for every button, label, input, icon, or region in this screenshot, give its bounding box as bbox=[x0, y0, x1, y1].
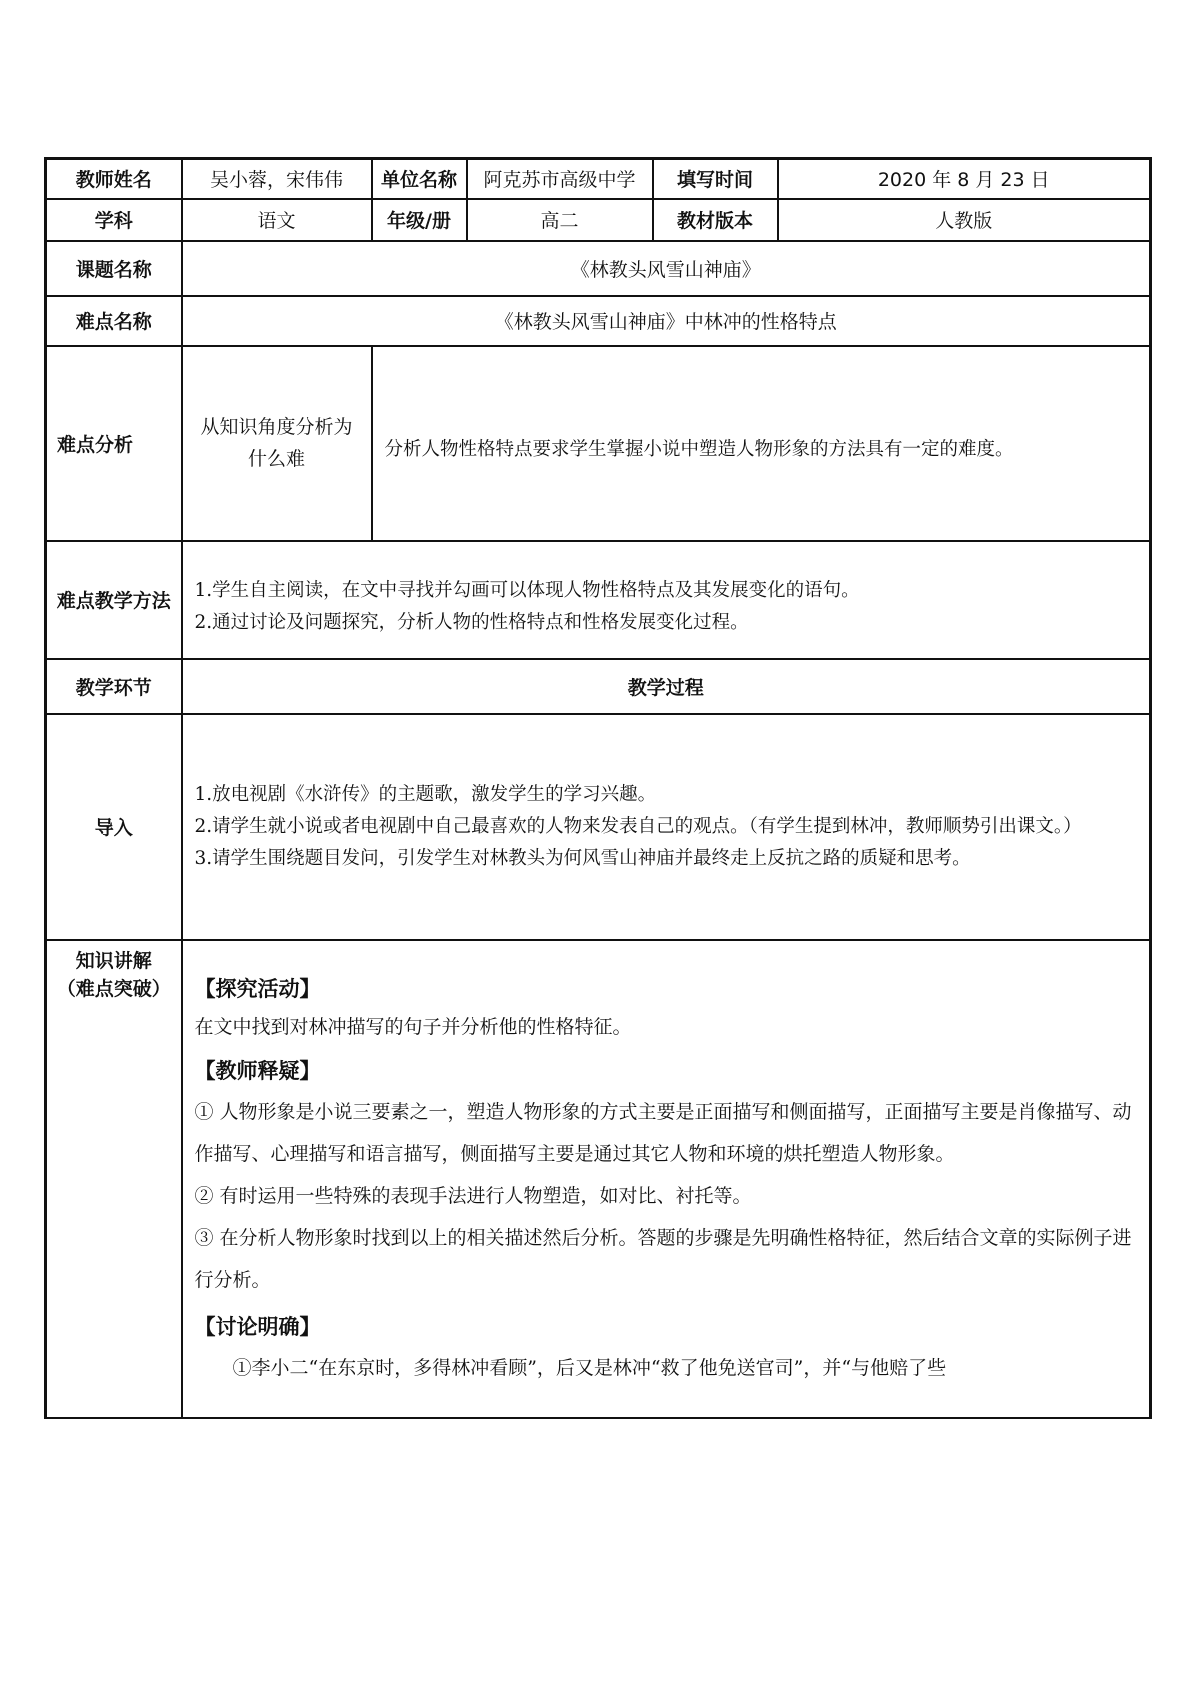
date-value: 2020 年 8 月 23 日 bbox=[778, 159, 1151, 199]
grade-label: 年级/册 bbox=[372, 199, 467, 241]
lesson-plan-table bbox=[44, 157, 1152, 1419]
method-cell bbox=[182, 541, 1151, 659]
explore-text: 在文中找到对林冲描写的句子并分析他的性格特征。 bbox=[194, 1015, 632, 1038]
edition-value: 人教版 bbox=[778, 199, 1151, 241]
topic-value: 《林教头风雪山神庙》 bbox=[182, 241, 1151, 296]
analysis-row bbox=[46, 346, 1151, 541]
grade-value: 高二 bbox=[467, 199, 653, 241]
teacher-point-2: ② 有时运用一些特殊的表现手法进行人物塑造，如对比、衬托等。 bbox=[194, 1184, 752, 1207]
intro-line-3: 3.请学生围绕题目发问，引发学生对林教头为何风雪山神庙并最终走上反抗之路的质疑和思考。 bbox=[194, 847, 971, 869]
method-line-1: 1.学生自主阅读，在文中寻找并勾画可以体现人物性格特点及其发展变化的语句。 bbox=[194, 579, 860, 601]
topic-label: 课题名称 bbox=[46, 241, 182, 296]
knowledge-row bbox=[46, 940, 1151, 1418]
teacher-point-3: ③ 在分析人物形象时找到以上的相关描述然后分析。答题的步骤是先明确性格特征，然后结合文章的实际例子进行分析。 bbox=[194, 1226, 1132, 1291]
discuss-text: ①李小二“在东京时，多得林冲看顾”，后又是林冲“救了他免送官司”，并“与他赔了些 bbox=[232, 1356, 947, 1379]
method-label: 难点教学方法 bbox=[46, 541, 182, 659]
intro-cell bbox=[182, 714, 1151, 940]
difficulty-label: 难点名称 bbox=[46, 296, 182, 346]
teacher-value: 吴小蓉，宋伟伟 bbox=[182, 159, 372, 199]
intro-row bbox=[46, 714, 1151, 940]
lesson-plan-page bbox=[44, 157, 1149, 1419]
analysis-value: 分析人物性格特点要求学生掌握小说中塑造人物形象的方法具有一定的难度。 bbox=[384, 439, 1014, 460]
process-label: 教学环节 bbox=[46, 659, 182, 714]
subject-value: 语文 bbox=[182, 199, 372, 241]
header-row-1 bbox=[46, 159, 1151, 199]
intro-line-2: 2.请学生就小说或者电视剧中自己最喜欢的人物来发表自己的观点。（有学生提到林冲，教师顺势引出课文。） bbox=[194, 815, 1082, 837]
method-line-2: 2.通过讨论及问题探究，分析人物的性格特点和性格发展变化过程。 bbox=[194, 611, 749, 633]
analysis-label: 难点分析 bbox=[46, 346, 182, 541]
process-value: 教学过程 bbox=[182, 659, 1151, 714]
difficulty-row bbox=[46, 296, 1151, 346]
discuss-title: 【讨论明确】 bbox=[194, 1314, 321, 1339]
analysis-value-cell bbox=[372, 346, 1151, 541]
knowledge-label-line-2: （难点突破） bbox=[56, 977, 171, 1000]
method-row bbox=[46, 541, 1151, 659]
process-header-row bbox=[46, 659, 1151, 714]
teacher-label: 教师姓名 bbox=[46, 159, 182, 199]
subject-label: 学科 bbox=[46, 199, 182, 241]
edition-label: 教材版本 bbox=[653, 199, 778, 241]
teacher-title: 【教师释疑】 bbox=[194, 1058, 321, 1083]
knowledge-label-cell bbox=[46, 940, 182, 1418]
topic-row bbox=[46, 241, 1151, 296]
unit-value: 阿克苏市高级中学 bbox=[467, 159, 653, 199]
header-row-2 bbox=[46, 199, 1151, 241]
teacher-point-1: ① 人物形象是小说三要素之一，塑造人物形象的方式主要是正面描写和侧面描写，正面描写主要是肖像描写、动作描写、心理描写和语言描写，侧面描写主要是通过其它人物和环境的烘托塑造人物形象。 bbox=[194, 1100, 1132, 1165]
knowledge-cell bbox=[182, 940, 1151, 1418]
intro-line-1: 1.放电视剧《水浒传》的主题歌，激发学生的学习兴趣。 bbox=[194, 783, 657, 805]
intro-label: 导入 bbox=[46, 714, 182, 940]
difficulty-value: 《林教头风雪山神庙》中林冲的性格特点 bbox=[182, 296, 1151, 346]
analysis-sub-label: 从知识角度分析为什么难 bbox=[182, 346, 372, 541]
unit-label: 单位名称 bbox=[372, 159, 467, 199]
date-label: 填写时间 bbox=[653, 159, 778, 199]
knowledge-label-line-1: 知识讲解 bbox=[75, 949, 152, 972]
explore-title: 【探究活动】 bbox=[194, 976, 321, 1001]
